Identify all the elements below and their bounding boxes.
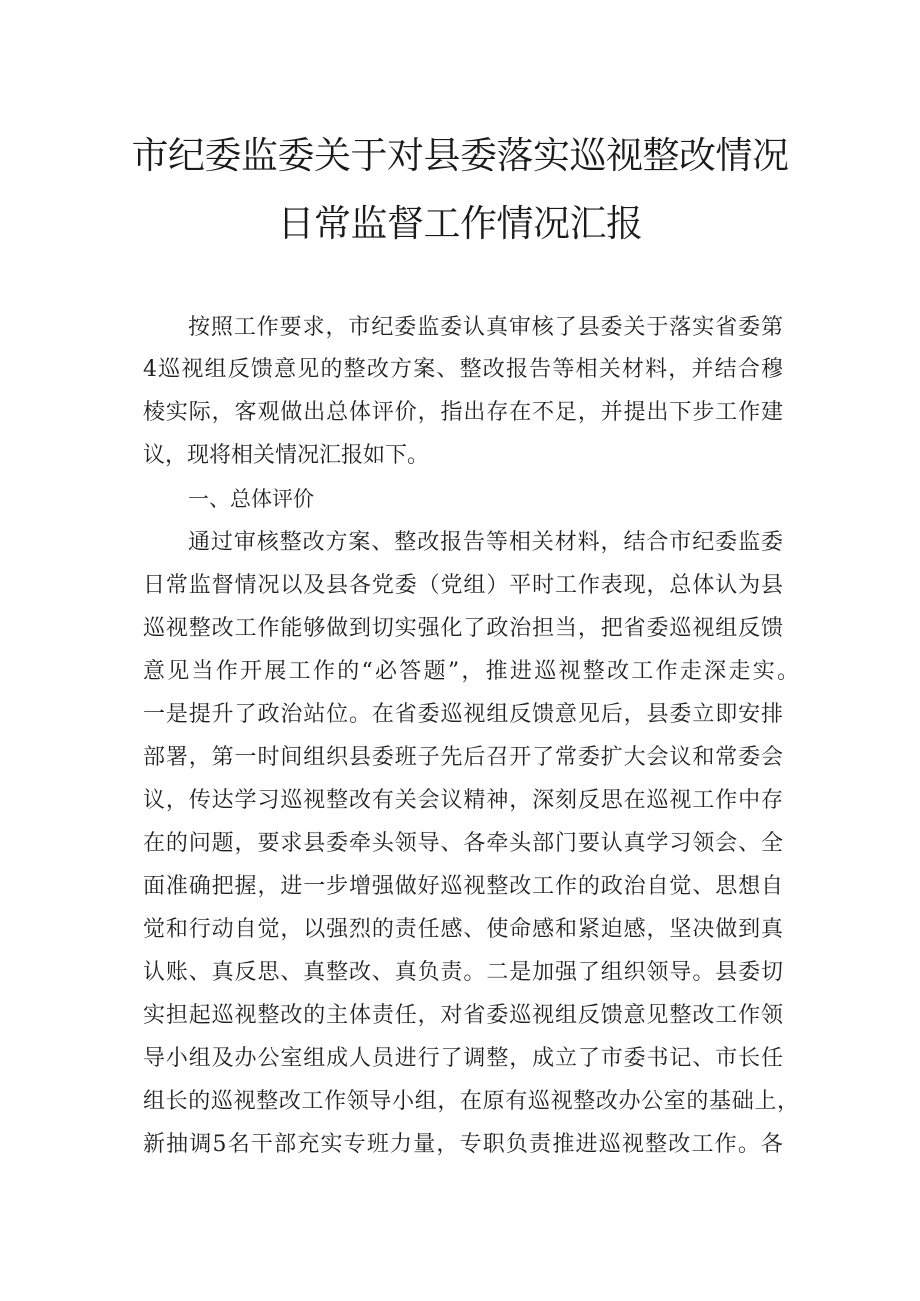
section-heading-overall-evaluation: 一、总体评价 xyxy=(188,487,314,511)
paragraph-1-line-4: 议，现将相关情况汇报如下。 xyxy=(143,443,430,468)
paragraph-2-line-14: 组长的巡视整改工作领导小组，在原有巡视整改办公室的基础上， xyxy=(143,1089,799,1114)
paragraph-1-line-3: 棱实际，客观做出总体评价，指出存在不足，并提出下步工作建 xyxy=(143,400,783,425)
paragraph-2-line-2: 日常监督情况以及县各党委（党组）平时工作表现，总体认为县 xyxy=(143,573,783,598)
document-title-line-2: 日常监督工作情况汇报 xyxy=(277,202,643,245)
paragraph-2-line-10: 觉和行动自觉，以强烈的责任感、使命感和紧迫感，坚决做到真 xyxy=(143,917,783,942)
paragraph-2-line-7: 议，传达学习巡视整改有关会议精神，深刻反思在巡视工作中存 xyxy=(143,788,783,813)
paragraph-2-line-6: 部署，第一时间组织县委班子先后召开了常委扩大会议和常委会 xyxy=(143,745,783,770)
paragraph-2-line-13: 导小组及办公室组成人员进行了调整，成立了市委书记、市长任 xyxy=(143,1046,783,1071)
paragraph-2-line-4: 意见当作开展工作的“必答题”，推进巡视整改工作走深走实。 xyxy=(143,659,799,684)
paragraph-2-line-3: 巡视整改工作能够做到切实强化了政治担当，把省委巡视组反馈 xyxy=(143,616,783,641)
paragraph-2-line-12: 实担起巡视整改的主体责任，对省委巡视组反馈意见整改工作领 xyxy=(143,1003,783,1028)
paragraph-2-line-1: 通过审核整改方案、整改报告等相关材料，结合市纪委监委 xyxy=(188,530,783,555)
paragraph-1-line-1: 按照工作要求，市纪委监委认真审核了县委关于落实省委第 xyxy=(188,315,783,340)
paragraph-2-line-8: 在的问题，要求县委牵头领导、各牵头部门要认真学习领会、全 xyxy=(143,831,783,856)
paragraph-1-line-2: 4巡视组反馈意见的整改方案、整改报告等相关材料，并结合穆 xyxy=(143,357,783,382)
paragraph-2-line-9: 面准确把握，进一步增强做好巡视整改工作的政治自觉、思想自 xyxy=(143,874,783,899)
document-title-line-1: 市纪委监委关于对县委落实巡视整改情况 xyxy=(131,134,789,177)
paragraph-2-line-11: 认账、真反思、真整改、真负责。二是加强了组织领导。县委切 xyxy=(143,960,783,985)
paragraph-2-line-5: 一是提升了政治站位。在省委巡视组反馈意见后，县委立即安排 xyxy=(143,702,783,727)
paragraph-2-line-15: 新抽调5名干部充实专班力量，专职负责推进巡视整改工作。各 xyxy=(143,1132,783,1157)
